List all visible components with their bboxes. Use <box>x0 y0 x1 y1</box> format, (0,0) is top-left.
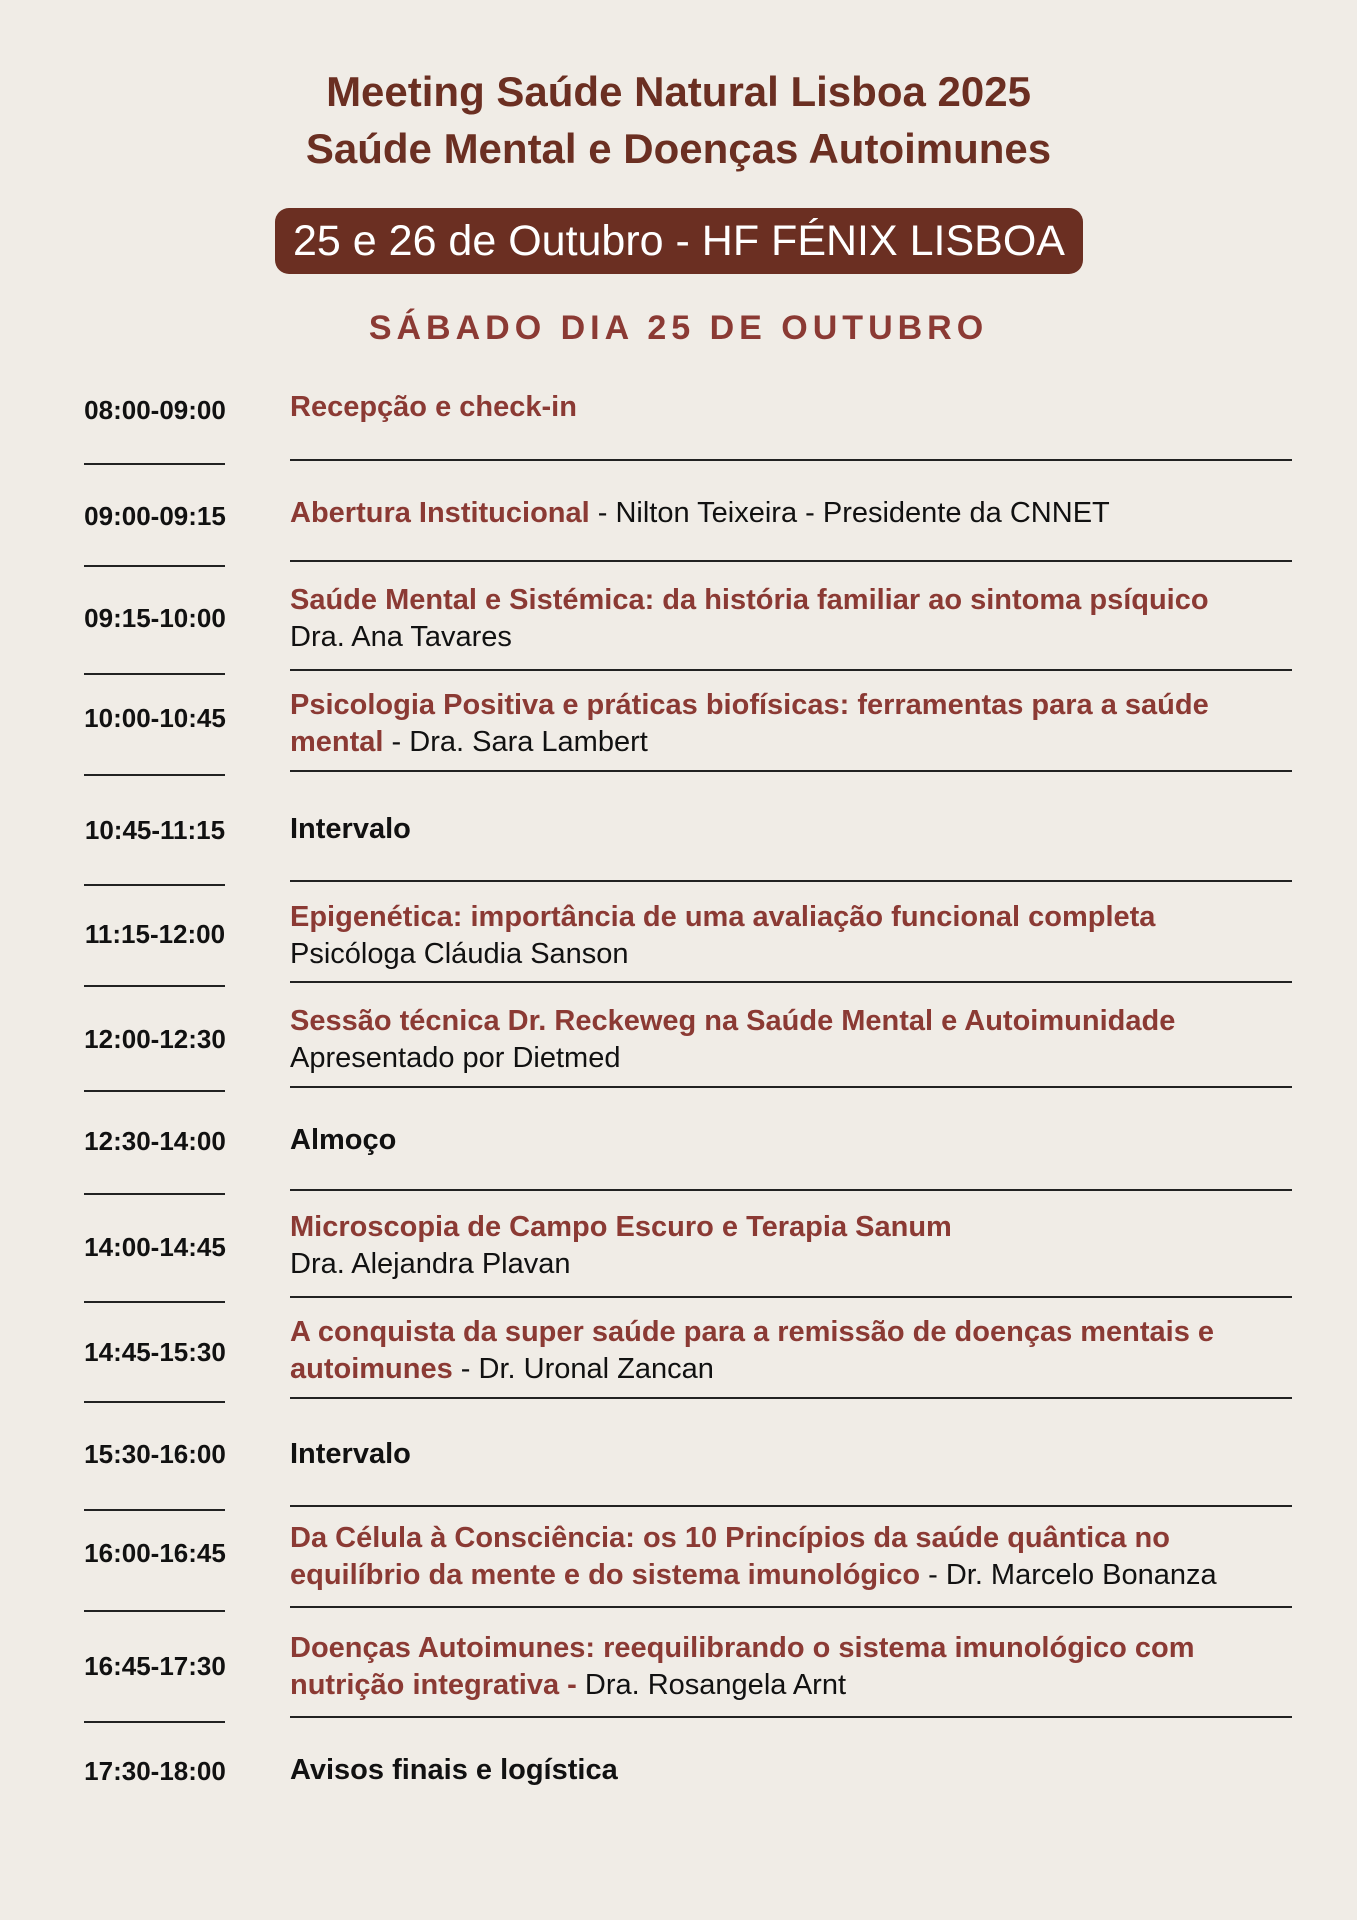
divider <box>84 985 225 987</box>
session-speaker: - Dr. Uronal Zancan <box>452 1353 714 1385</box>
session-speaker: Dra. Alejandra Plavan <box>290 1248 571 1280</box>
session-entry <box>290 899 1290 973</box>
session-entry <box>290 389 1290 426</box>
divider <box>84 1509 225 1511</box>
divider <box>84 673 225 675</box>
session-title: A conquista da super saúde para a remissão de doenças mentais e autoimunes <box>290 1316 1215 1385</box>
divider <box>290 560 1292 562</box>
day-heading: SÁBADO DIA 25 DE OUTUBRO <box>368 309 989 347</box>
session-speaker: Dra. Ana Tavares <box>290 621 512 653</box>
date-venue-banner: 25 e 26 de Outubro - HF FÉNIX LISBOA <box>275 208 1083 274</box>
divider <box>290 770 1292 772</box>
session-entry <box>290 811 1290 848</box>
session-title: Intervalo <box>290 813 411 845</box>
session-entry <box>290 1003 1290 1077</box>
session-title: Psicologia Positiva e práticas biofísicas: ferramentas para a saúde mental <box>290 689 1209 758</box>
session-title: Epigenética: importância de uma avaliação funcional completa <box>290 901 1156 933</box>
session-title: Abertura Institucional <box>290 497 590 529</box>
divider <box>290 981 1292 983</box>
session-entry <box>290 687 1270 761</box>
session-speaker: Apresentado por Dietmed <box>290 1042 621 1074</box>
time-slot: 12:00-12:30 <box>84 1024 226 1054</box>
session-entry <box>290 1436 1290 1473</box>
divider <box>290 1606 1292 1608</box>
session-title: Intervalo <box>290 1438 411 1470</box>
time-slot: 17:30-18:00 <box>84 1756 226 1786</box>
divider <box>84 774 225 776</box>
time-slot: 15:30-16:00 <box>84 1439 226 1469</box>
divider <box>84 1301 225 1303</box>
divider <box>290 1397 1292 1399</box>
session-speaker: - Dr. Marcelo Bonanza <box>920 1559 1217 1591</box>
session-title: Da Célula à Consciência: os 10 Princípios da saúde quântica no equilíbrio da mente e do sistema imunológico <box>290 1522 1170 1591</box>
divider <box>84 1090 225 1092</box>
session-title: Almoço <box>290 1124 397 1156</box>
session-speaker: Dra. Rosangela Arnt <box>576 1669 847 1701</box>
session-title: Sessão técnica Dr. Reckeweg na Saúde Mental e Autoimunidade <box>290 1005 1176 1037</box>
divider <box>290 1716 1292 1718</box>
divider <box>84 1610 225 1612</box>
time-slot: 08:00-09:00 <box>84 395 226 425</box>
session-entry <box>290 1209 1290 1283</box>
divider <box>290 669 1292 671</box>
divider <box>84 1193 225 1195</box>
time-slot: 16:00-16:45 <box>84 1538 226 1568</box>
divider <box>84 1721 225 1723</box>
time-slot: 10:00-10:45 <box>84 703 226 733</box>
session-entry <box>290 1314 1290 1388</box>
time-slot: 09:15-10:00 <box>84 603 226 633</box>
event-title: Meeting Saúde Natural Lisboa 2025 <box>326 68 1031 115</box>
divider <box>290 880 1292 882</box>
time-slot: 09:00-09:15 <box>84 501 226 531</box>
session-entry <box>290 1752 1290 1789</box>
divider <box>290 459 1292 461</box>
session-entry <box>290 1520 1292 1594</box>
time-slot: 11:15-12:00 <box>84 919 226 949</box>
time-slot: 10:45-11:15 <box>84 815 226 845</box>
session-title: Recepção e check-in <box>290 391 577 423</box>
session-speaker: - Dra. Sara Lambert <box>383 726 648 758</box>
session-entry <box>290 1630 1250 1704</box>
session-title: Saúde Mental e Sistémica: da história familiar ao sintoma psíquico <box>290 584 1209 616</box>
session-speaker: Psicóloga Cláudia Sanson <box>290 938 629 970</box>
divider <box>84 884 225 886</box>
time-slot: 12:30-14:00 <box>84 1126 226 1156</box>
divider <box>290 1189 1292 1191</box>
time-slot: 14:00-14:45 <box>84 1232 226 1262</box>
event-subtitle: Saúde Mental e Doenças Autoimunes <box>305 125 1052 172</box>
divider <box>84 1401 225 1403</box>
session-entry <box>290 495 1290 532</box>
session-entry <box>290 1122 1290 1159</box>
session-entry <box>290 582 1290 656</box>
divider <box>84 565 225 567</box>
time-slot: 14:45-15:30 <box>84 1337 226 1367</box>
session-title: Microscopia de Campo Escuro e Terapia Sanum <box>290 1211 952 1243</box>
session-speaker: - Nilton Teixeira - Presidente da CNNET <box>589 497 1110 529</box>
divider <box>290 1086 1292 1088</box>
divider <box>290 1505 1292 1507</box>
time-slot: 16:45-17:30 <box>84 1651 226 1681</box>
session-title: Doenças Autoimunes: reequilibrando o sistema imunológico com nutrição integrativa - <box>290 1632 1195 1701</box>
divider <box>290 1296 1292 1298</box>
divider <box>84 463 225 465</box>
session-title: Avisos finais e logística <box>290 1754 618 1786</box>
